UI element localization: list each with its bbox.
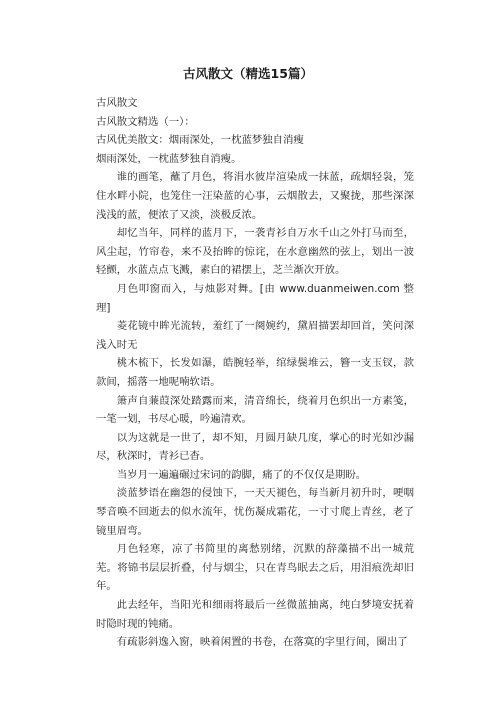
paragraph: 菱花镜中眸光流转，羞红了一阕婉约，黛眉描罢却回首，笑问深浅入时无	[96, 320, 414, 351]
paragraph: 箫声自蒹葭深处踏露而来，清音绵长，绕着月色织出一方素笺，一笔一划，书尽心暖，吟遍清欢。	[96, 394, 414, 426]
paragraph: 此去经年，当阳光和细雨将最后一丝微蓝抽离，纯白梦境安抚着时隐时现的钝痛。	[96, 599, 414, 630]
document-body	[96, 94, 414, 652]
paragraph: 古风散文	[96, 97, 138, 109]
paragraph: 古风散文精选（一）：	[96, 115, 195, 128]
paragraph: 以为这就是一世了，却不知，月圆月缺几度，掌心的时光如沙漏尽，秋深时，青衫已杳。	[96, 431, 414, 463]
document-title: 古风散文（精选15篇）	[183, 66, 313, 81]
paragraph: 月色轻寒，凉了书简里的离愁别绪，沉默的辞藻描不出一城荒芜。将锦书层层折叠，付与烟尘，只在青鸟眠去之后，用泪痕洗却旧年。	[96, 543, 414, 593]
paragraph: 桃木梳下，长发如瀑，皓腕轻举，绾绿鬓堆云，簪一支玉钗，款款间，摇落一地呢喃软语。	[96, 357, 414, 388]
paragraph: 古风优美散文：烟雨深处，一枕蓝梦独自消瘦	[96, 134, 304, 147]
paragraph: 当岁月一遍遍碾过宋词的韵脚，痛了的不仅仅是期盼。	[116, 468, 367, 481]
paragraph: 淡蓝梦语在幽怨的侵蚀下，一天天褪色，每当新月初升时，哽咽琴音唤不回逝去的似水流年，忧伤凝成霜花，一寸寸爬上青丝，老了镜里眉弯。	[96, 487, 414, 537]
paragraph: 却忆当年，同样的蓝月下，一袭青衫自万水千山之外打马而至，风尘起，竹帘卷，来不及抬眸的惊诧，在水意幽然的弦上，划出一波轻颤，水蓝点点飞溅，素白的裙摆上，芝兰渐次开放。	[96, 227, 414, 277]
paragraph: 谁的画笔，蘸了月色，将涓水彼岸渲染成一抹蓝，疏烟轻袅，笼住水畔小院，也笼住一汪染蓝的心事，云烟散去，又聚拢，那些深深浅浅的蓝，便浓了又淡，淡极反浓。	[96, 171, 414, 221]
paragraph: 月色叩窗而入，与烛影对舞。[由 www.duanmeiwen.com 整理]	[96, 282, 414, 314]
paragraph: 有疏影斜逸入窗，映着闲置的书卷，在落寞的字里行间，圈出了	[116, 636, 408, 649]
paragraph: 烟雨深处，一枕蓝梦独自消瘦。	[96, 152, 242, 165]
